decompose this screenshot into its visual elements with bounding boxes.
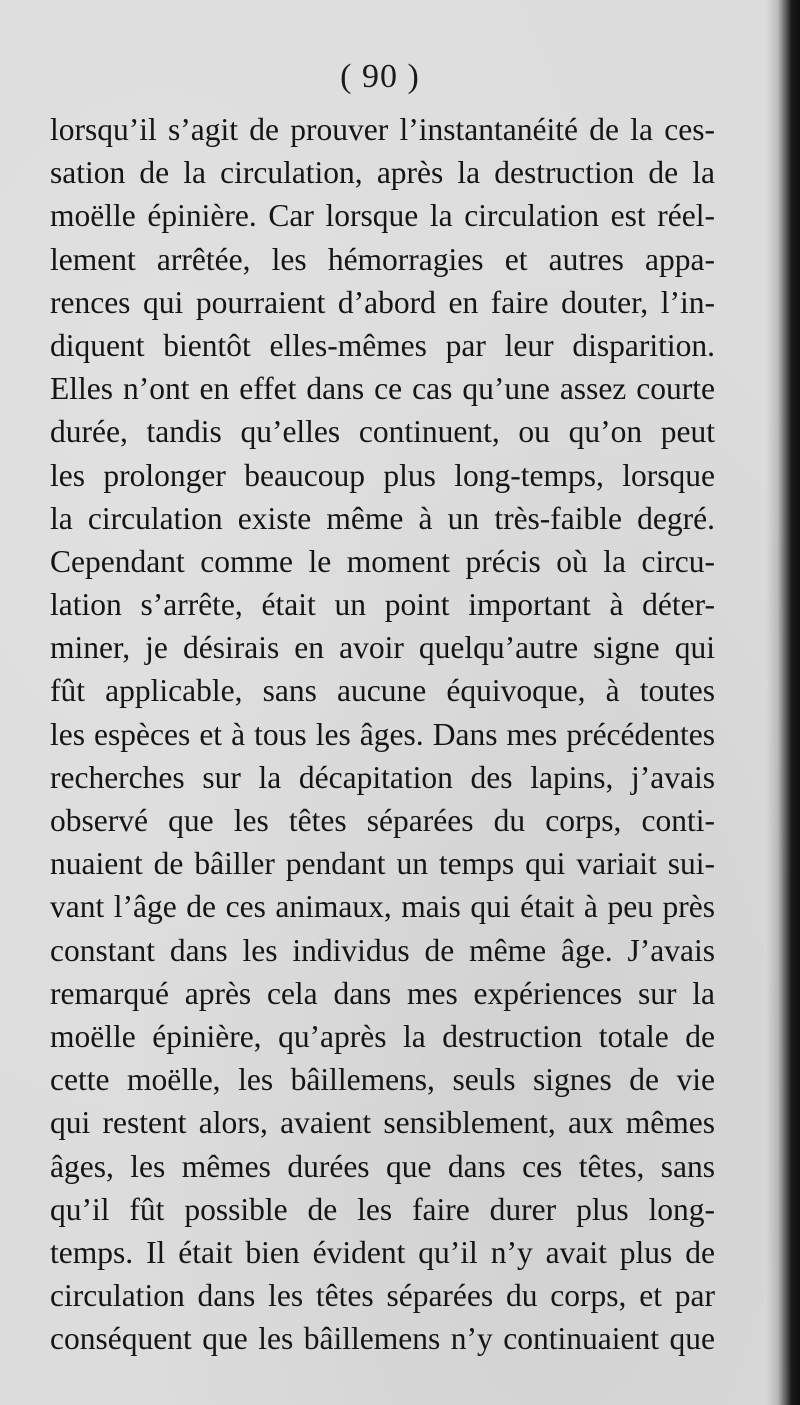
- text-line: constant dans les individus de même âge. J’avais: [50, 932, 715, 968]
- text-line: les prolonger beaucoup plus long-temps, lorsque: [50, 457, 715, 493]
- text-line: la circulation existe même à un très-faible degré.: [50, 500, 715, 536]
- text-line: rences qui pourraient d’abord en faire douter, l’in-: [50, 284, 715, 320]
- text-line: remarqué après cela dans mes expériences sur la: [50, 975, 715, 1011]
- text-line: qui restent alors, avaient sensiblement, aux mêmes: [50, 1105, 715, 1141]
- text-line: sation de la circulation, après la destruction de la: [50, 155, 715, 191]
- body-text: [50, 108, 715, 1360]
- text-line: conséquent que les bâillemens n’y continuaient que: [50, 1321, 715, 1357]
- text-line: circulation dans les têtes séparées du corps, et par: [50, 1278, 715, 1314]
- text-line: diquent bientôt elles-mêmes par leur disparition.: [50, 327, 715, 363]
- text-line: cette moëlle, les bâillemens, seuls signes de vie: [50, 1062, 715, 1098]
- page-number: ( 90 ): [340, 58, 420, 95]
- text-line: temps. Il était bien évident qu’il n’y avait plus de: [50, 1234, 715, 1270]
- text-line: Cependant comme le moment précis où la circu-: [50, 543, 715, 579]
- text-line: vant l’âge de ces animaux, mais qui était à peu près: [50, 889, 715, 925]
- text-line: âges, les mêmes durées que dans ces têtes, sans: [50, 1148, 715, 1184]
- text-line: Elles n’ont en effet dans ce cas qu’une assez courte: [50, 371, 715, 407]
- page-edge-shadow: [766, 0, 800, 1405]
- text-line: observé que les têtes séparées du corps, conti-: [50, 803, 715, 838]
- text-line: moëlle épinière, qu’après la destruction totale de: [50, 1018, 715, 1054]
- text-line: durée, tandis qu’elles continuent, ou qu’on peut: [50, 414, 715, 450]
- text-line: miner, je désirais en avoir quelqu’autre signe qui: [50, 630, 715, 666]
- text-line: lation s’arrête, était un point important à déter-: [50, 587, 715, 623]
- text-line: lorsqu’il s’agit de prouver l’instantanéité de la ces-: [50, 112, 715, 147]
- text-line: qu’il fût possible de les faire durer plus long-: [50, 1191, 715, 1227]
- text-line: moëlle épinière. Car lorsque la circulation est réel-: [50, 198, 715, 234]
- text-line: fût applicable, sans aucune équivoque, à toutes: [50, 673, 715, 709]
- text-line: lement arrêtée, les hémorragies et autres appa-: [50, 241, 715, 277]
- text-line: les espèces et à tous les âges. Dans mes précédentes: [50, 716, 715, 752]
- text-line: nuaient de bâiller pendant un temps qui variait sui-: [50, 846, 715, 882]
- text-line: recherches sur la décapitation des lapins, j’avais: [50, 759, 715, 795]
